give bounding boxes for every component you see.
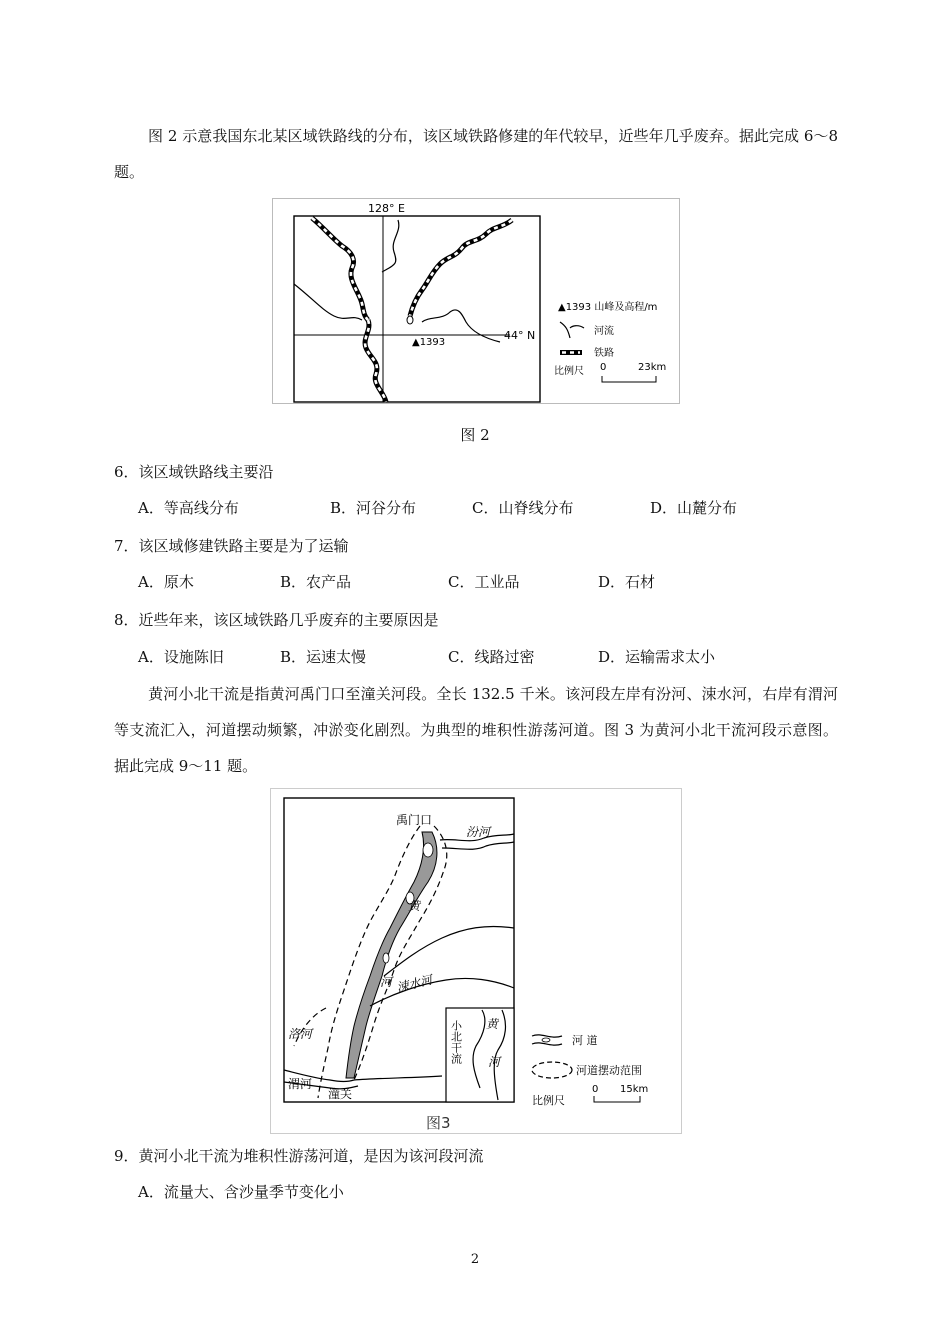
- q7-option-d[interactable]: D．石材: [598, 573, 656, 591]
- page-number: 2: [470, 1252, 480, 1267]
- q6-option-d[interactable]: D．山麓分布: [650, 499, 738, 517]
- legend-peak: ▲1393 山峰及高程/m: [558, 302, 658, 313]
- legend-scale-zero: 0: [600, 362, 607, 373]
- question-6: 6．该区域铁路线主要沿: [114, 463, 274, 481]
- label-inset-huang: 黄: [486, 1017, 499, 1031]
- q7-option-a[interactable]: A．原木: [138, 573, 194, 591]
- lon-label: 128° E: [368, 202, 405, 215]
- q8-option-a[interactable]: A．设施陈旧: [138, 648, 224, 666]
- label-luohe: 洛河: [288, 1027, 313, 1041]
- label-fenhe: 汾河: [466, 825, 491, 839]
- question-7: 7．该区域修建铁路主要是为了运输: [114, 537, 349, 555]
- legend-scale-zero-fig3: 0: [592, 1084, 599, 1095]
- legend-swing: 河道摆动范围: [576, 1064, 642, 1077]
- intro-text-fig3: 黄河小北干流是指黄河禹门口至潼关河段。全长 132.5 千米。该河段左岸有汾河、涑水河，右岸有渭河等支流汇入，河道摆动频繁，冲淤变化剧烈。为典型的堆积性游荡河道。图 3 为黄河小北干流河段示意图。据此完成 9～11 题。: [114, 685, 838, 775]
- question-9: 9．黄河小北干流为堆积性游荡河道，是因为该河段河流: [114, 1147, 484, 1165]
- label-yumenkou: 禹门口: [396, 813, 433, 827]
- intro-paragraph-fig2: [114, 118, 838, 190]
- figure-2-caption: 图 2: [460, 426, 490, 444]
- question-8: 8．近些年来，该区域铁路几乎废弃的主要原因是: [114, 611, 439, 629]
- intro-paragraph-fig3: [114, 676, 838, 784]
- q7-option-c[interactable]: C．工业品: [448, 573, 520, 591]
- label-sushuihe: 涑水河: [395, 972, 434, 995]
- label-weihe: 渭河: [288, 1077, 313, 1091]
- intro-text: 图 2 示意我国东北某区域铁路线的分布，该区域铁路修建的年代较早，近些年几乎废弃。据此完成 6～8 题。: [114, 127, 838, 181]
- q6-option-b[interactable]: B．河谷分布: [330, 499, 417, 517]
- label-huang: 黄: [408, 899, 421, 913]
- q7-option-b[interactable]: B．农产品: [280, 573, 352, 591]
- legend-rail: 铁路: [594, 348, 614, 359]
- label-he: 河: [380, 975, 393, 989]
- peak-label: ▲1393: [412, 337, 446, 348]
- q8-option-d[interactable]: D．运输需求太小: [598, 648, 716, 666]
- legend-scale-length: 23km: [638, 362, 667, 373]
- figure-3-caption: 图3: [426, 1114, 451, 1132]
- figure-3-yellow-river-map: [270, 788, 682, 1134]
- legend-scale-label: 比例尺: [554, 366, 584, 377]
- fig2-svg: [272, 198, 680, 404]
- legend-channel: 河 道: [572, 1034, 598, 1047]
- lat-label: 44° N: [504, 329, 536, 342]
- fig3-svg: [270, 788, 682, 1134]
- q6-option-c[interactable]: C．山脊线分布: [472, 499, 574, 517]
- q8-option-c[interactable]: C．线路过密: [448, 648, 535, 666]
- q9-option-a[interactable]: A．流量大、含沙量季节变化小: [138, 1183, 344, 1201]
- figure-2-railway-map: [272, 198, 680, 404]
- legend-scale-label-fig3: 比例尺: [532, 1094, 565, 1107]
- label-tongguan: 潼关: [328, 1087, 353, 1101]
- label-inset-text: 小北干流: [449, 1020, 463, 1064]
- legend-river: 河流: [594, 326, 614, 337]
- q6-option-a[interactable]: A．等高线分布: [138, 499, 239, 517]
- q8-option-b[interactable]: B．运速太慢: [280, 648, 367, 666]
- legend-scale-length-fig3: 15km: [620, 1084, 649, 1095]
- label-inset-he: 河: [488, 1055, 501, 1069]
